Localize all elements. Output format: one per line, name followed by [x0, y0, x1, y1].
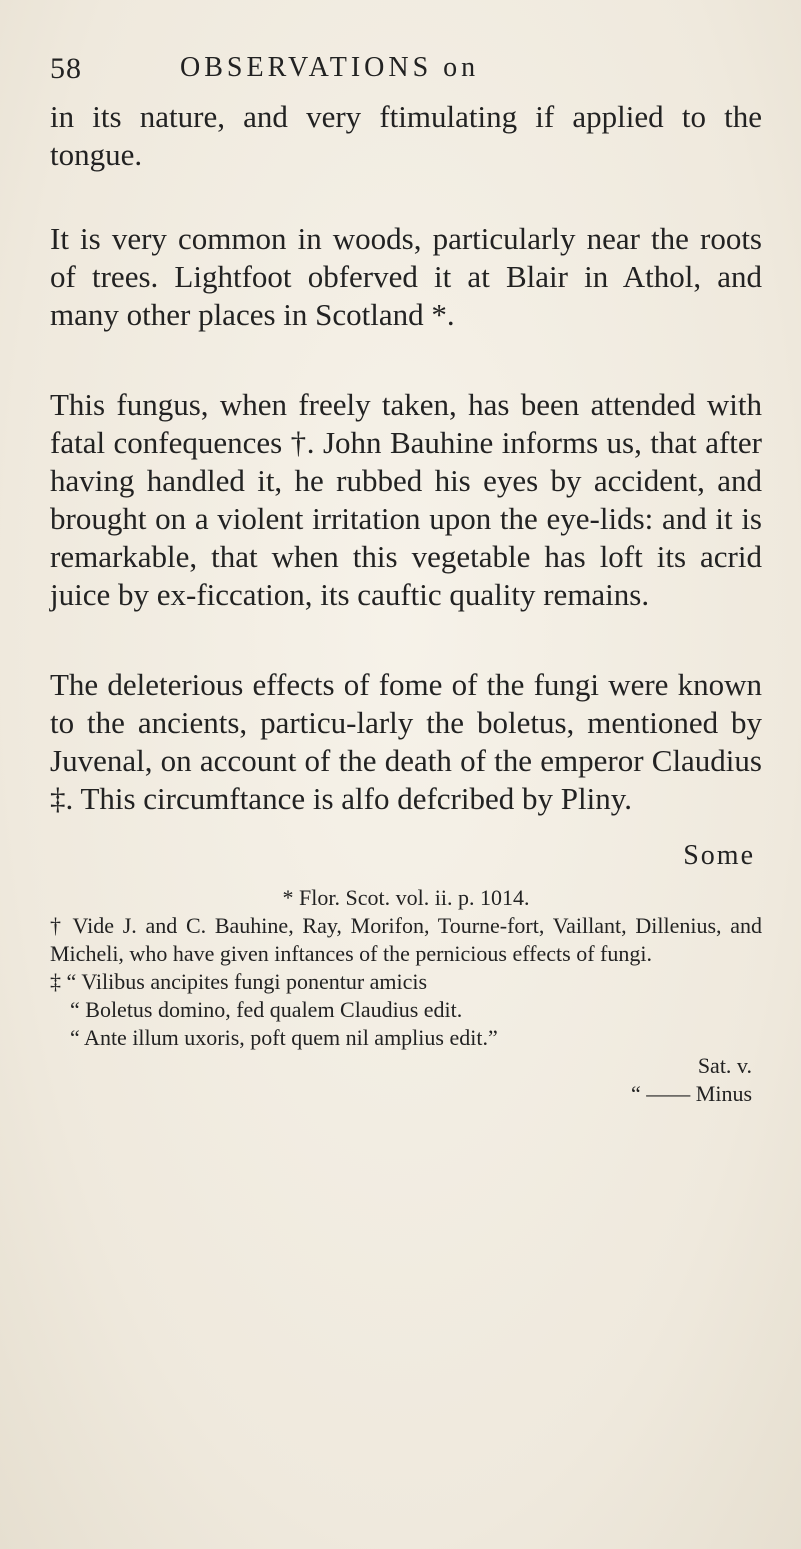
footnotes — [50, 884, 762, 1108]
footnote-3-line-1: ‡ “ Vilibus ancipites fungi ponentur amicis — [50, 969, 428, 994]
footnote-3-next: “ —— Minus — [631, 1081, 752, 1106]
paragraph-2: It is very common in woods, particularly near the roots of trees. Lightfoot obferved it at Blair in Athol, and many other places in Scotland *. — [50, 221, 762, 332]
catchword: Some — [683, 840, 755, 871]
page-number: 58 — [50, 52, 82, 85]
page-header — [50, 52, 750, 92]
body-text — [50, 98, 762, 870]
paragraph-1: in its nature, and very ftimulating if applied to the tongue. — [50, 99, 762, 172]
paragraph-3: This fungus, when freely taken, has been attended with fatal confequences †. John Bauhine informs us, that after having handled it, he rubbed his eyes by accident, and brought on a violent irritation upon the eye-lids: and it is remarkable, that when this vegetable has loft its acrid juice by ex-ficcation, its cauftic quality remains. — [50, 387, 762, 612]
footnote-3-line-3: “ Ante illum uxoris, poft quem nil amplius edit.” — [70, 1025, 498, 1050]
running-head: OBSERVATIONS on — [180, 52, 480, 83]
footnote-3-line-2: “ Boletus domino, fed qualem Claudius edit. — [70, 997, 463, 1022]
footnote-1: * Flor. Scot. vol. ii. p. 1014. — [282, 885, 530, 910]
footnote-3-source: Sat. v. — [697, 1053, 752, 1078]
footnote-2: † Vide J. and C. Bauhine, Ray, Morifon, Tourne-fort, Vaillant, Dillenius, and Micheli, who have given inftances of the pernicious effects of fungi. — [50, 913, 762, 966]
paragraph-4: The deleterious effects of fome of the fungi were known to the ancients, particu-larly the boletus, mentioned by Juvenal, on account of the death of the emperor Claudius ‡. This circumftance is alfo defcribed by Pliny. — [50, 667, 762, 816]
